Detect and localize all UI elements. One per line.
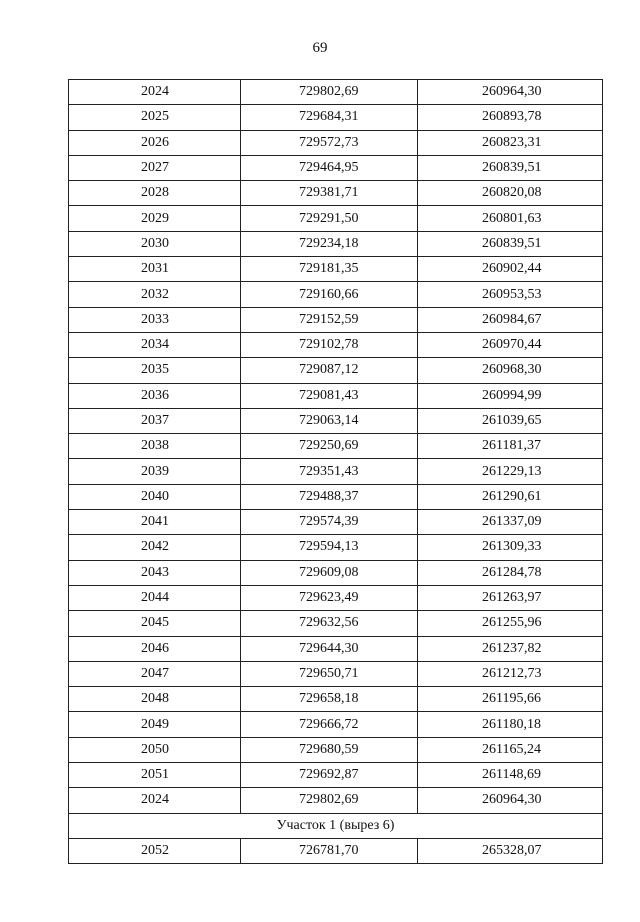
table-row: [69, 788, 603, 813]
x-coordinate-cell: 729250,69: [241, 434, 418, 459]
table-row: [69, 712, 603, 737]
coordinates-table: [68, 79, 603, 864]
point-number-cell: 2029: [69, 206, 241, 231]
x-coordinate-cell: 729692,87: [241, 763, 418, 788]
point-number-cell: 2047: [69, 661, 241, 686]
x-coordinate-cell: 729381,71: [241, 181, 418, 206]
y-coordinate-cell: 260839,51: [418, 155, 603, 180]
table-row: [69, 307, 603, 332]
y-coordinate-cell: 261237,82: [418, 636, 603, 661]
table-row: [69, 636, 603, 661]
y-coordinate-cell: 260953,53: [418, 282, 603, 307]
x-coordinate-cell: 729063,14: [241, 408, 418, 433]
point-number-cell: 2033: [69, 307, 241, 332]
x-coordinate-cell: 729160,66: [241, 282, 418, 307]
point-number-cell: 2042: [69, 535, 241, 560]
x-coordinate-cell: 729802,69: [241, 788, 418, 813]
point-number-cell: 2048: [69, 687, 241, 712]
table-row: [69, 155, 603, 180]
point-number-cell: 2034: [69, 332, 241, 357]
x-coordinate-cell: 729102,78: [241, 332, 418, 357]
y-coordinate-cell: 261337,09: [418, 510, 603, 535]
table-row: [69, 687, 603, 712]
x-coordinate-cell: 729181,35: [241, 257, 418, 282]
y-coordinate-cell: 261263,97: [418, 585, 603, 610]
x-coordinate-cell: 729234,18: [241, 231, 418, 256]
table-row: [69, 560, 603, 585]
coordinates-table-body: [69, 80, 603, 864]
table-row: [69, 80, 603, 105]
x-coordinate-cell: 729623,49: [241, 585, 418, 610]
point-number-cell: 2038: [69, 434, 241, 459]
x-coordinate-cell: 729680,59: [241, 737, 418, 762]
y-coordinate-cell: 260968,30: [418, 358, 603, 383]
table-row: [69, 181, 603, 206]
point-number-cell: 2043: [69, 560, 241, 585]
section-row: [69, 813, 603, 838]
x-coordinate-cell: 729152,59: [241, 307, 418, 332]
table-row: [69, 105, 603, 130]
y-coordinate-cell: 261255,96: [418, 611, 603, 636]
x-coordinate-cell: 729609,08: [241, 560, 418, 585]
point-number-cell: 2036: [69, 383, 241, 408]
point-number-cell: 2050: [69, 737, 241, 762]
point-number-cell: 2026: [69, 130, 241, 155]
y-coordinate-cell: 260970,44: [418, 332, 603, 357]
point-number-cell: 2035: [69, 358, 241, 383]
table-row: [69, 484, 603, 509]
point-number-cell: 2028: [69, 181, 241, 206]
point-number-cell: 2040: [69, 484, 241, 509]
y-coordinate-cell: 261284,78: [418, 560, 603, 585]
y-coordinate-cell: 261039,65: [418, 408, 603, 433]
table-row: [69, 282, 603, 307]
y-coordinate-cell: 261181,37: [418, 434, 603, 459]
x-coordinate-cell: 729644,30: [241, 636, 418, 661]
y-coordinate-cell: 261180,18: [418, 712, 603, 737]
point-number-cell: 2025: [69, 105, 241, 130]
table-row: [69, 661, 603, 686]
x-coordinate-cell: 729572,73: [241, 130, 418, 155]
table-row: [69, 535, 603, 560]
y-coordinate-cell: 265328,07: [418, 838, 603, 863]
table-row: [69, 206, 603, 231]
y-coordinate-cell: 260964,30: [418, 80, 603, 105]
point-number-cell: 2041: [69, 510, 241, 535]
table-row: [69, 332, 603, 357]
point-number-cell: 2044: [69, 585, 241, 610]
x-coordinate-cell: 729658,18: [241, 687, 418, 712]
page-number: 69: [312, 40, 328, 56]
x-coordinate-cell: 726781,70: [241, 838, 418, 863]
x-coordinate-cell: 729632,56: [241, 611, 418, 636]
section-title: Участок 1 (вырез 6): [69, 813, 603, 838]
y-coordinate-cell: 261229,13: [418, 459, 603, 484]
table-row: [69, 510, 603, 535]
point-number-cell: 2037: [69, 408, 241, 433]
x-coordinate-cell: 729802,69: [241, 80, 418, 105]
point-number-cell: 2052: [69, 838, 241, 863]
y-coordinate-cell: 260994,99: [418, 383, 603, 408]
y-coordinate-cell: 261212,73: [418, 661, 603, 686]
table-row: [69, 763, 603, 788]
y-coordinate-cell: 260902,44: [418, 257, 603, 282]
y-coordinate-cell: 260823,31: [418, 130, 603, 155]
x-coordinate-cell: 729574,39: [241, 510, 418, 535]
table-row: [69, 459, 603, 484]
x-coordinate-cell: 729650,71: [241, 661, 418, 686]
table-row: [69, 408, 603, 433]
x-coordinate-cell: 729594,13: [241, 535, 418, 560]
table-row: [69, 383, 603, 408]
y-coordinate-cell: 261195,66: [418, 687, 603, 712]
y-coordinate-cell: 260820,08: [418, 181, 603, 206]
x-coordinate-cell: 729351,43: [241, 459, 418, 484]
point-number-cell: 2024: [69, 788, 241, 813]
y-coordinate-cell: 261309,33: [418, 535, 603, 560]
x-coordinate-cell: 729488,37: [241, 484, 418, 509]
point-number-cell: 2030: [69, 231, 241, 256]
x-coordinate-cell: 729684,31: [241, 105, 418, 130]
table-row: [69, 838, 603, 863]
table-row: [69, 434, 603, 459]
y-coordinate-cell: 260964,30: [418, 788, 603, 813]
point-number-cell: 2031: [69, 257, 241, 282]
y-coordinate-cell: 260984,67: [418, 307, 603, 332]
y-coordinate-cell: 261148,69: [418, 763, 603, 788]
x-coordinate-cell: 729087,12: [241, 358, 418, 383]
point-number-cell: 2051: [69, 763, 241, 788]
point-number-cell: 2045: [69, 611, 241, 636]
point-number-cell: 2027: [69, 155, 241, 180]
x-coordinate-cell: 729291,50: [241, 206, 418, 231]
table-row: [69, 257, 603, 282]
x-coordinate-cell: 729081,43: [241, 383, 418, 408]
point-number-cell: 2032: [69, 282, 241, 307]
table-row: [69, 130, 603, 155]
x-coordinate-cell: 729666,72: [241, 712, 418, 737]
y-coordinate-cell: 260839,51: [418, 231, 603, 256]
point-number-cell: 2049: [69, 712, 241, 737]
point-number-cell: 2039: [69, 459, 241, 484]
table-row: [69, 231, 603, 256]
point-number-cell: 2046: [69, 636, 241, 661]
table-row: [69, 585, 603, 610]
x-coordinate-cell: 729464,95: [241, 155, 418, 180]
y-coordinate-cell: 260801,63: [418, 206, 603, 231]
table-row: [69, 358, 603, 383]
table-row: [69, 611, 603, 636]
table-row: [69, 737, 603, 762]
y-coordinate-cell: 260893,78: [418, 105, 603, 130]
y-coordinate-cell: 261290,61: [418, 484, 603, 509]
y-coordinate-cell: 261165,24: [418, 737, 603, 762]
point-number-cell: 2024: [69, 80, 241, 105]
